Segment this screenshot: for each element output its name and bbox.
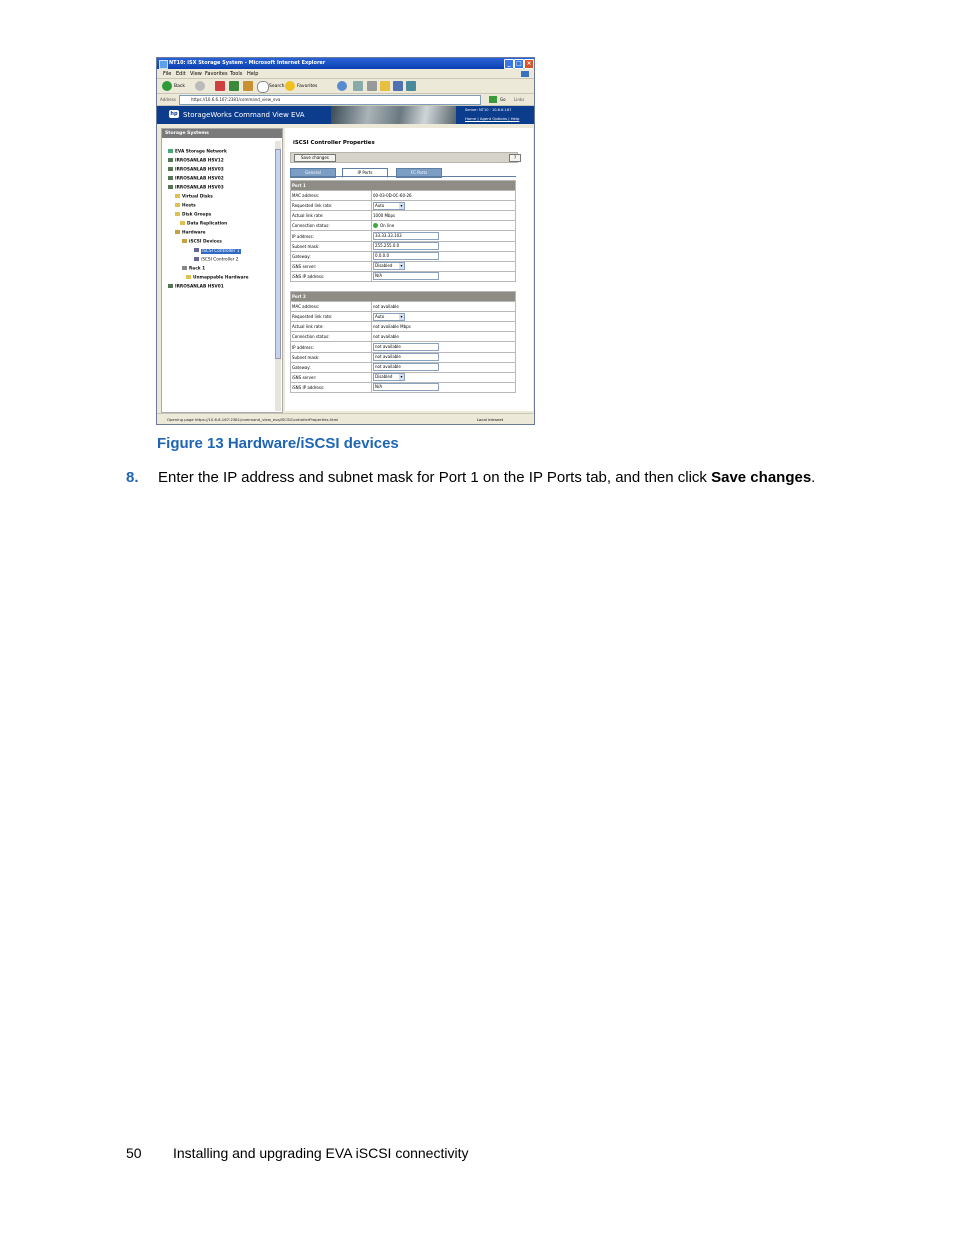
online-status-icon bbox=[373, 223, 378, 228]
table-row bbox=[291, 382, 516, 392]
row-label: iSNS server: bbox=[291, 372, 372, 382]
page-number: 50 bbox=[126, 1145, 142, 1161]
folder-icon bbox=[186, 275, 191, 279]
go-icon[interactable] bbox=[489, 96, 497, 103]
row-label: Subnet mask: bbox=[291, 352, 372, 362]
row-label: iSNS IP address: bbox=[291, 271, 372, 281]
link-rate-select[interactable]: Auto ▾ bbox=[373, 202, 405, 210]
help-button[interactable]: ? bbox=[509, 154, 521, 162]
go-button[interactable]: Go bbox=[500, 97, 506, 102]
window-titlebar bbox=[157, 58, 534, 69]
row-label: Actual link rate: bbox=[291, 322, 372, 332]
actual-rate-value: 1000 Mbps bbox=[372, 211, 516, 221]
edit-icon[interactable] bbox=[380, 81, 390, 91]
table-row bbox=[291, 352, 516, 362]
table-row bbox=[291, 261, 516, 271]
row-label: iSNS server: bbox=[291, 261, 372, 271]
minimize-icon[interactable]: _ bbox=[504, 59, 514, 69]
table-row bbox=[291, 322, 516, 332]
mail-icon[interactable] bbox=[353, 81, 363, 91]
isns-ip-input[interactable]: N/A bbox=[373, 383, 439, 391]
step-text-after: . bbox=[811, 469, 816, 486]
media-icon[interactable] bbox=[337, 81, 347, 91]
forward-icon[interactable] bbox=[195, 81, 205, 91]
tree-node[interactable]: Data Replication bbox=[180, 221, 227, 227]
controller-icon bbox=[194, 248, 199, 252]
row-label: Gateway: bbox=[291, 362, 372, 372]
row-label: MAC address: bbox=[291, 191, 372, 201]
row-label: Connection status: bbox=[291, 332, 372, 342]
footer-title: Installing and upgrading EVA iSCSI connectivity bbox=[173, 1145, 469, 1161]
properties-title: iSCSI Controller Properties bbox=[293, 140, 375, 146]
port2-table bbox=[290, 291, 516, 393]
status-text: Opening page https://10.6.6.167:2381/command_view_eva/iSCSIControllerProperties.html bbox=[167, 417, 339, 422]
tree-node[interactable]: EVA Storage Network bbox=[168, 149, 227, 155]
subnet-mask-input[interactable]: 255.255.0.0 bbox=[373, 242, 439, 250]
tree-node-selected[interactable]: iSCSI Controller 1 bbox=[194, 248, 241, 254]
table-row bbox=[291, 372, 516, 382]
gateway-input[interactable]: 0.0.0.0 bbox=[373, 252, 439, 260]
tree-node[interactable]: iSCSI Controller 2 bbox=[194, 257, 239, 263]
tab-general[interactable]: General bbox=[290, 168, 336, 178]
storage-icon bbox=[168, 185, 173, 189]
port1-header: Port 1 bbox=[291, 181, 516, 191]
scroll-thumb[interactable] bbox=[275, 149, 281, 359]
action-bar bbox=[290, 152, 518, 163]
stop-icon[interactable] bbox=[215, 81, 225, 91]
port1-table bbox=[290, 180, 516, 282]
step-text-before: Enter the IP address and subnet mask for Port 1 on the IP Ports tab, and then click bbox=[158, 469, 712, 486]
table-row bbox=[291, 241, 516, 251]
ip-address-input[interactable]: not available bbox=[373, 343, 439, 351]
tree-header-label: Storage Systems bbox=[165, 131, 209, 136]
table-row bbox=[291, 302, 516, 312]
port2-header: Port 2 bbox=[291, 292, 516, 302]
save-changes-button[interactable]: Save changes bbox=[294, 154, 336, 162]
storage-icon bbox=[168, 167, 173, 171]
tree-scrollbar[interactable] bbox=[275, 141, 281, 411]
step-number: 8. bbox=[126, 469, 139, 486]
tree-node[interactable]: Hosts bbox=[175, 203, 196, 209]
folder-open-icon bbox=[182, 239, 187, 243]
maximize-icon[interactable]: □ bbox=[514, 59, 524, 69]
back-label[interactable]: Back bbox=[174, 84, 185, 89]
menu-favorites[interactable]: Favorites bbox=[205, 71, 228, 77]
tab-divider bbox=[290, 176, 516, 177]
tree-node[interactable]: iSCSI Devices bbox=[182, 239, 222, 245]
table-row bbox=[291, 362, 516, 372]
tree-node[interactable]: IRROSANLAB HSV01 bbox=[168, 284, 224, 290]
menu-bar bbox=[157, 69, 534, 79]
search-icon[interactable] bbox=[257, 81, 269, 93]
gateway-input[interactable]: not available bbox=[373, 363, 439, 371]
messenger-icon[interactable] bbox=[406, 81, 416, 91]
screenshot-figure bbox=[156, 57, 535, 425]
ie-icon bbox=[159, 60, 168, 69]
tree-node[interactable]: Disk Groups bbox=[175, 212, 211, 218]
controller-icon bbox=[194, 257, 199, 261]
row-label: Requested link rate: bbox=[291, 201, 372, 211]
banner-image bbox=[331, 106, 456, 124]
menu-view[interactable]: View bbox=[190, 71, 202, 77]
row-label: Connection status: bbox=[291, 221, 372, 231]
back-icon[interactable] bbox=[162, 81, 172, 91]
windows-flag-icon bbox=[521, 71, 529, 77]
storage-icon bbox=[168, 176, 173, 180]
address-url[interactable]: https://10.6.6.167:2381/command_view_eva bbox=[191, 97, 281, 102]
row-label: Actual link rate: bbox=[291, 211, 372, 221]
server-info: Server: NT10 · 10.6.6.167 bbox=[465, 108, 512, 112]
address-bar bbox=[157, 94, 534, 106]
folder-icon bbox=[175, 203, 180, 207]
connection-status-value: not available bbox=[372, 332, 516, 342]
status-bar bbox=[157, 413, 534, 425]
window-title: NT10: iSX Storage System - Microsoft Internet Explorer bbox=[169, 60, 326, 66]
tree-pane bbox=[161, 128, 283, 413]
table-row bbox=[291, 271, 516, 281]
tree-node[interactable]: Unmappable Hardware bbox=[186, 275, 249, 281]
menu-tools[interactable]: Tools bbox=[230, 71, 243, 77]
menu-edit[interactable]: Edit bbox=[176, 71, 186, 77]
favorites-label[interactable]: Favorites bbox=[297, 84, 318, 89]
folder-icon bbox=[175, 212, 180, 216]
table-row bbox=[291, 312, 516, 322]
hp-logo: hp bbox=[170, 111, 178, 117]
folder-open-icon bbox=[175, 230, 180, 234]
links-button[interactable]: Links bbox=[514, 97, 525, 102]
folder-icon bbox=[180, 221, 185, 225]
table-row bbox=[291, 332, 516, 342]
step-text bbox=[158, 469, 815, 486]
step-bold: Save changes bbox=[711, 469, 812, 486]
mac-value: not available bbox=[372, 302, 516, 312]
figure-caption: Figure 13 Hardware/iSCSI devices bbox=[157, 435, 399, 452]
row-label: IP address: bbox=[291, 231, 372, 241]
menu-file[interactable]: File bbox=[163, 71, 172, 77]
tab-ip-ports[interactable]: IP Ports bbox=[342, 168, 388, 178]
table-row bbox=[291, 251, 516, 261]
folder-icon bbox=[175, 194, 180, 198]
row-label: IP address: bbox=[291, 342, 372, 352]
menu-help[interactable]: Help bbox=[247, 71, 259, 77]
row-label: Gateway: bbox=[291, 251, 372, 261]
row-label: iSNS IP address: bbox=[291, 382, 372, 392]
table-row bbox=[291, 211, 516, 221]
subnet-mask-input[interactable]: not available bbox=[373, 353, 439, 361]
row-label: Requested link rate: bbox=[291, 312, 372, 322]
print-icon[interactable] bbox=[367, 81, 377, 91]
table-row bbox=[291, 231, 516, 241]
table-row bbox=[291, 201, 516, 211]
tree-node[interactable]: Virtual Disks bbox=[175, 194, 213, 200]
favorites-star-icon[interactable] bbox=[285, 81, 295, 91]
row-label: MAC address: bbox=[291, 302, 372, 312]
isns-ip-input[interactable]: N/A bbox=[373, 272, 439, 280]
address-label: Address bbox=[160, 97, 176, 102]
ip-address-input[interactable]: 33.33.33.103 bbox=[373, 232, 439, 240]
isns-server-select[interactable]: Disabled ▾ bbox=[373, 373, 405, 381]
table-row bbox=[291, 221, 516, 231]
zone-label: Local intranet bbox=[477, 417, 504, 422]
tree-node[interactable]: IRROSANLAB HSV12 bbox=[168, 158, 224, 164]
home-icon[interactable] bbox=[243, 81, 253, 91]
connection-status-value: On line bbox=[380, 223, 395, 229]
tree-node[interactable]: Hardware bbox=[175, 230, 206, 236]
table-row bbox=[291, 342, 516, 352]
browser-toolbar bbox=[157, 79, 534, 94]
row-label: Subnet mask: bbox=[291, 241, 372, 251]
banner-links[interactable]: Home | Agent Options | Help bbox=[465, 116, 520, 121]
properties-pane bbox=[285, 128, 533, 411]
search-label[interactable]: Search bbox=[269, 84, 285, 89]
app-banner bbox=[157, 106, 534, 124]
rack-icon bbox=[182, 266, 187, 270]
close-icon[interactable]: × bbox=[524, 59, 534, 69]
tree-node[interactable]: IRROSANLAB HSV02 bbox=[168, 176, 224, 182]
table-row bbox=[291, 191, 516, 201]
refresh-icon[interactable] bbox=[229, 81, 239, 91]
isns-server-select[interactable]: Disabled ▾ bbox=[373, 262, 405, 270]
network-icon bbox=[168, 149, 173, 153]
actual-rate-value: not available Mbps bbox=[372, 322, 516, 332]
storage-icon bbox=[168, 158, 173, 162]
tree-node[interactable]: IRROSANLAB HSV03 bbox=[168, 185, 224, 191]
storage-icon bbox=[168, 284, 173, 288]
tab-fc-ports[interactable]: FC Ports bbox=[396, 168, 442, 178]
tree-node[interactable]: IRROSANLAB HSV03 bbox=[168, 167, 224, 173]
discuss-icon[interactable] bbox=[393, 81, 403, 91]
tree-node[interactable]: Rack 1 bbox=[182, 266, 205, 272]
app-title: StorageWorks Command View EVA bbox=[183, 111, 305, 119]
link-rate-select[interactable]: Auto ▾ bbox=[373, 313, 405, 321]
mac-value: 00-03-0D-0C-60-26 bbox=[372, 191, 516, 201]
tree-header bbox=[162, 129, 282, 138]
